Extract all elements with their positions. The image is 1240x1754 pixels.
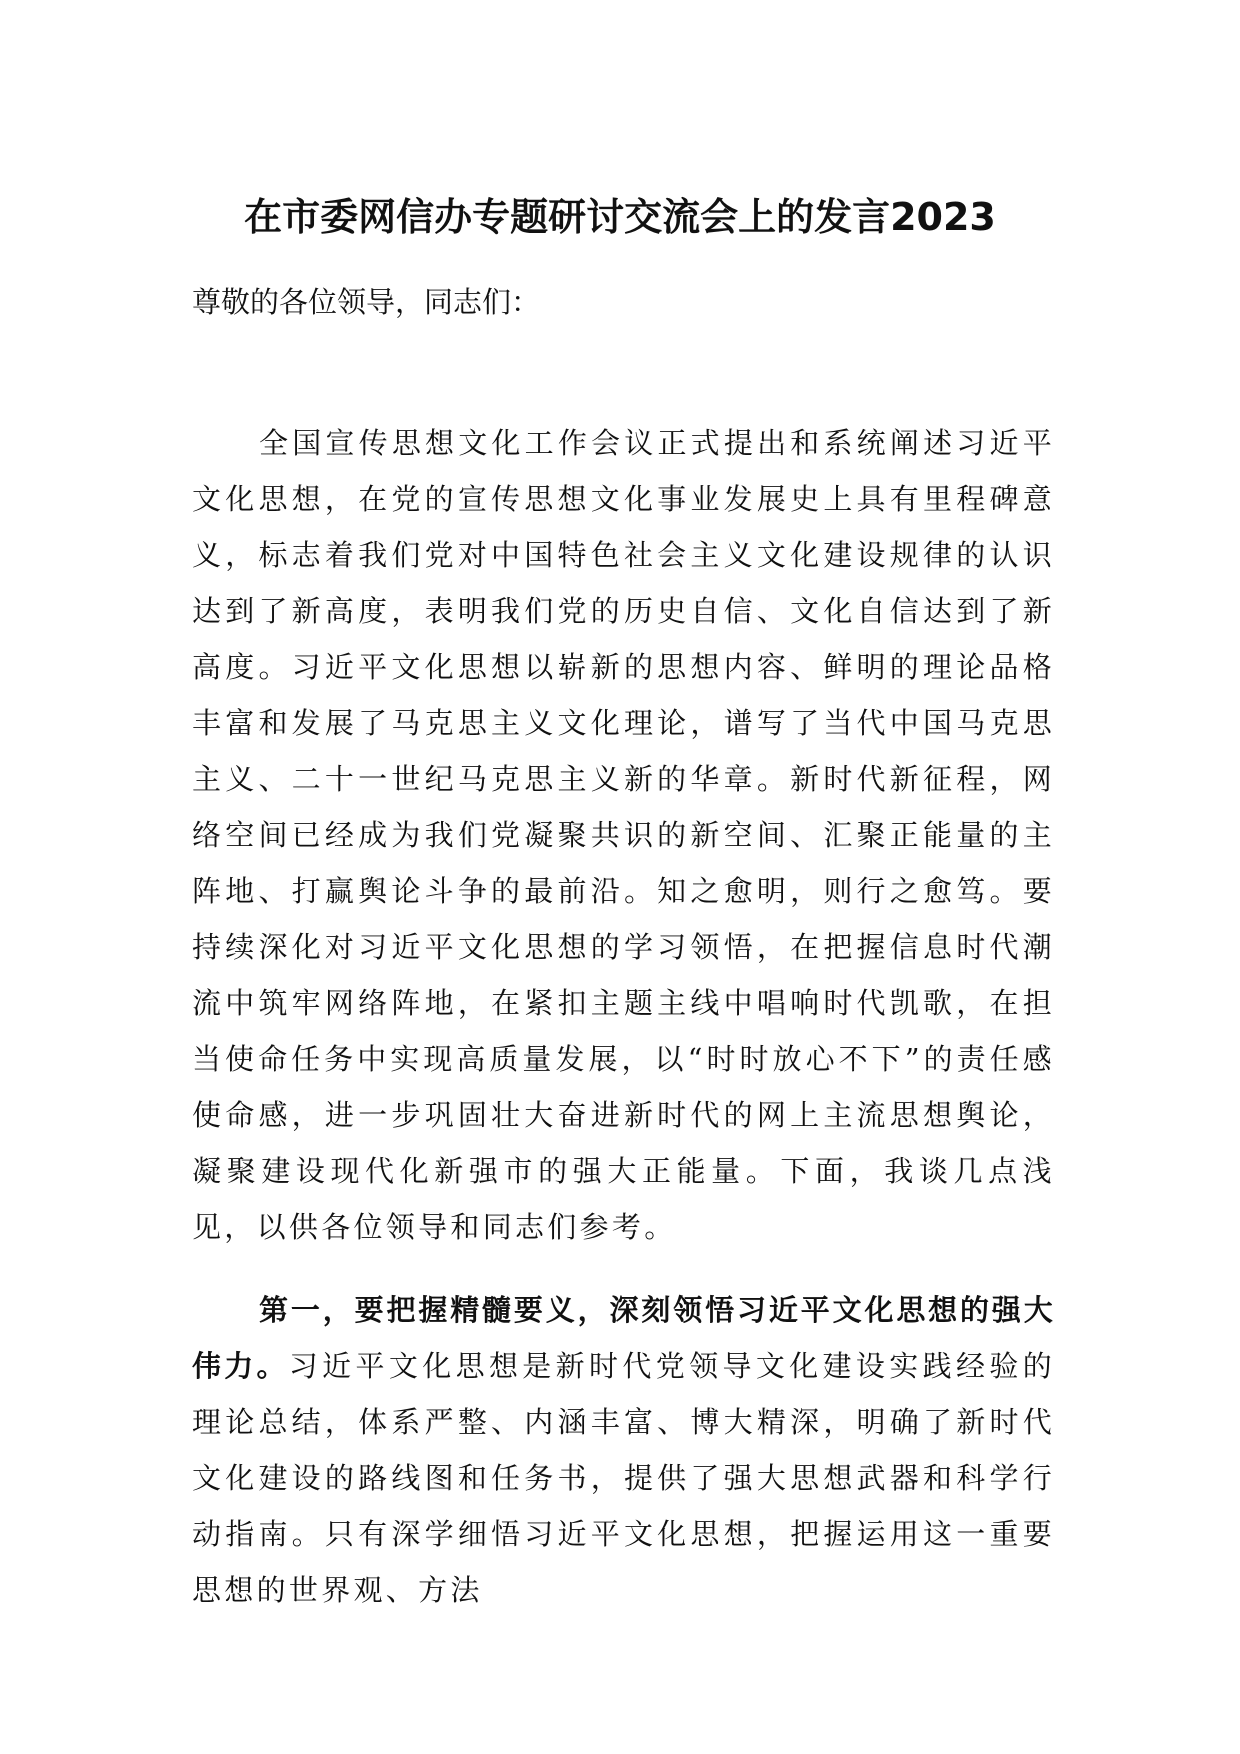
paragraph-intro <box>192 415 1055 1255</box>
first-point-heading: 第一，要把握精髓要义，深刻领悟习近平文化思想的强大伟力。 <box>192 1293 1055 1383</box>
document-title: 在市委网信办专题研讨交流会上的发言2023 <box>244 195 996 239</box>
salutation: 尊敬的各位领导，同志们： <box>192 285 541 319</box>
paragraph-intro-text: 全国宣传思想文化工作会议正式提出和系统阐述习近平文化思想，在党的宣传思想文化事业发展史上具有里程碑意义，标志着我们党对中国特色社会主义文化建设规律的认识达到了新高度，表明我们党的历史自信、文化自信达到了新高度。习近平文化思想以崭新的思想内容、鲜明的理论品格丰富和发展了马克思主义文化理论，谱写了当代中国马克思主义、二十一世纪马克思主义新的华章。新时代新征程，网络空间已经成为我们党凝聚共识的新空间、汇聚正能量的主阵地、打赢舆论斗争的最前沿。知之愈明，则行之愈笃。要持续深化对习近平文化思想的学习领悟，在把握信息时代潮流中筑牢网络阵地，在紧扣主题主线中唱响时代凯歌，在担当使命任务中实现高质量发展，以“时时放心不下”的责任感使命感，进一步巩固壮大奋进新时代的网上主流思想舆论，凝聚建设现代化新强市的强大正能量。下面，我谈几点浅见，以供各位领导和同志们参考。 <box>192 426 1055 1244</box>
first-point-text: 习近平文化思想是新时代党领导文化建设实践经验的理论总结，体系严整、内涵丰富、博大精深，明确了新时代文化建设的路线图和任务书，提供了强大思想武器和科学行动指南。只有深学细悟习近平文化思想，把握运用这一重要思想的世界观、方法 <box>192 1349 1055 1607</box>
paragraph-first-point <box>192 1282 1055 1618</box>
